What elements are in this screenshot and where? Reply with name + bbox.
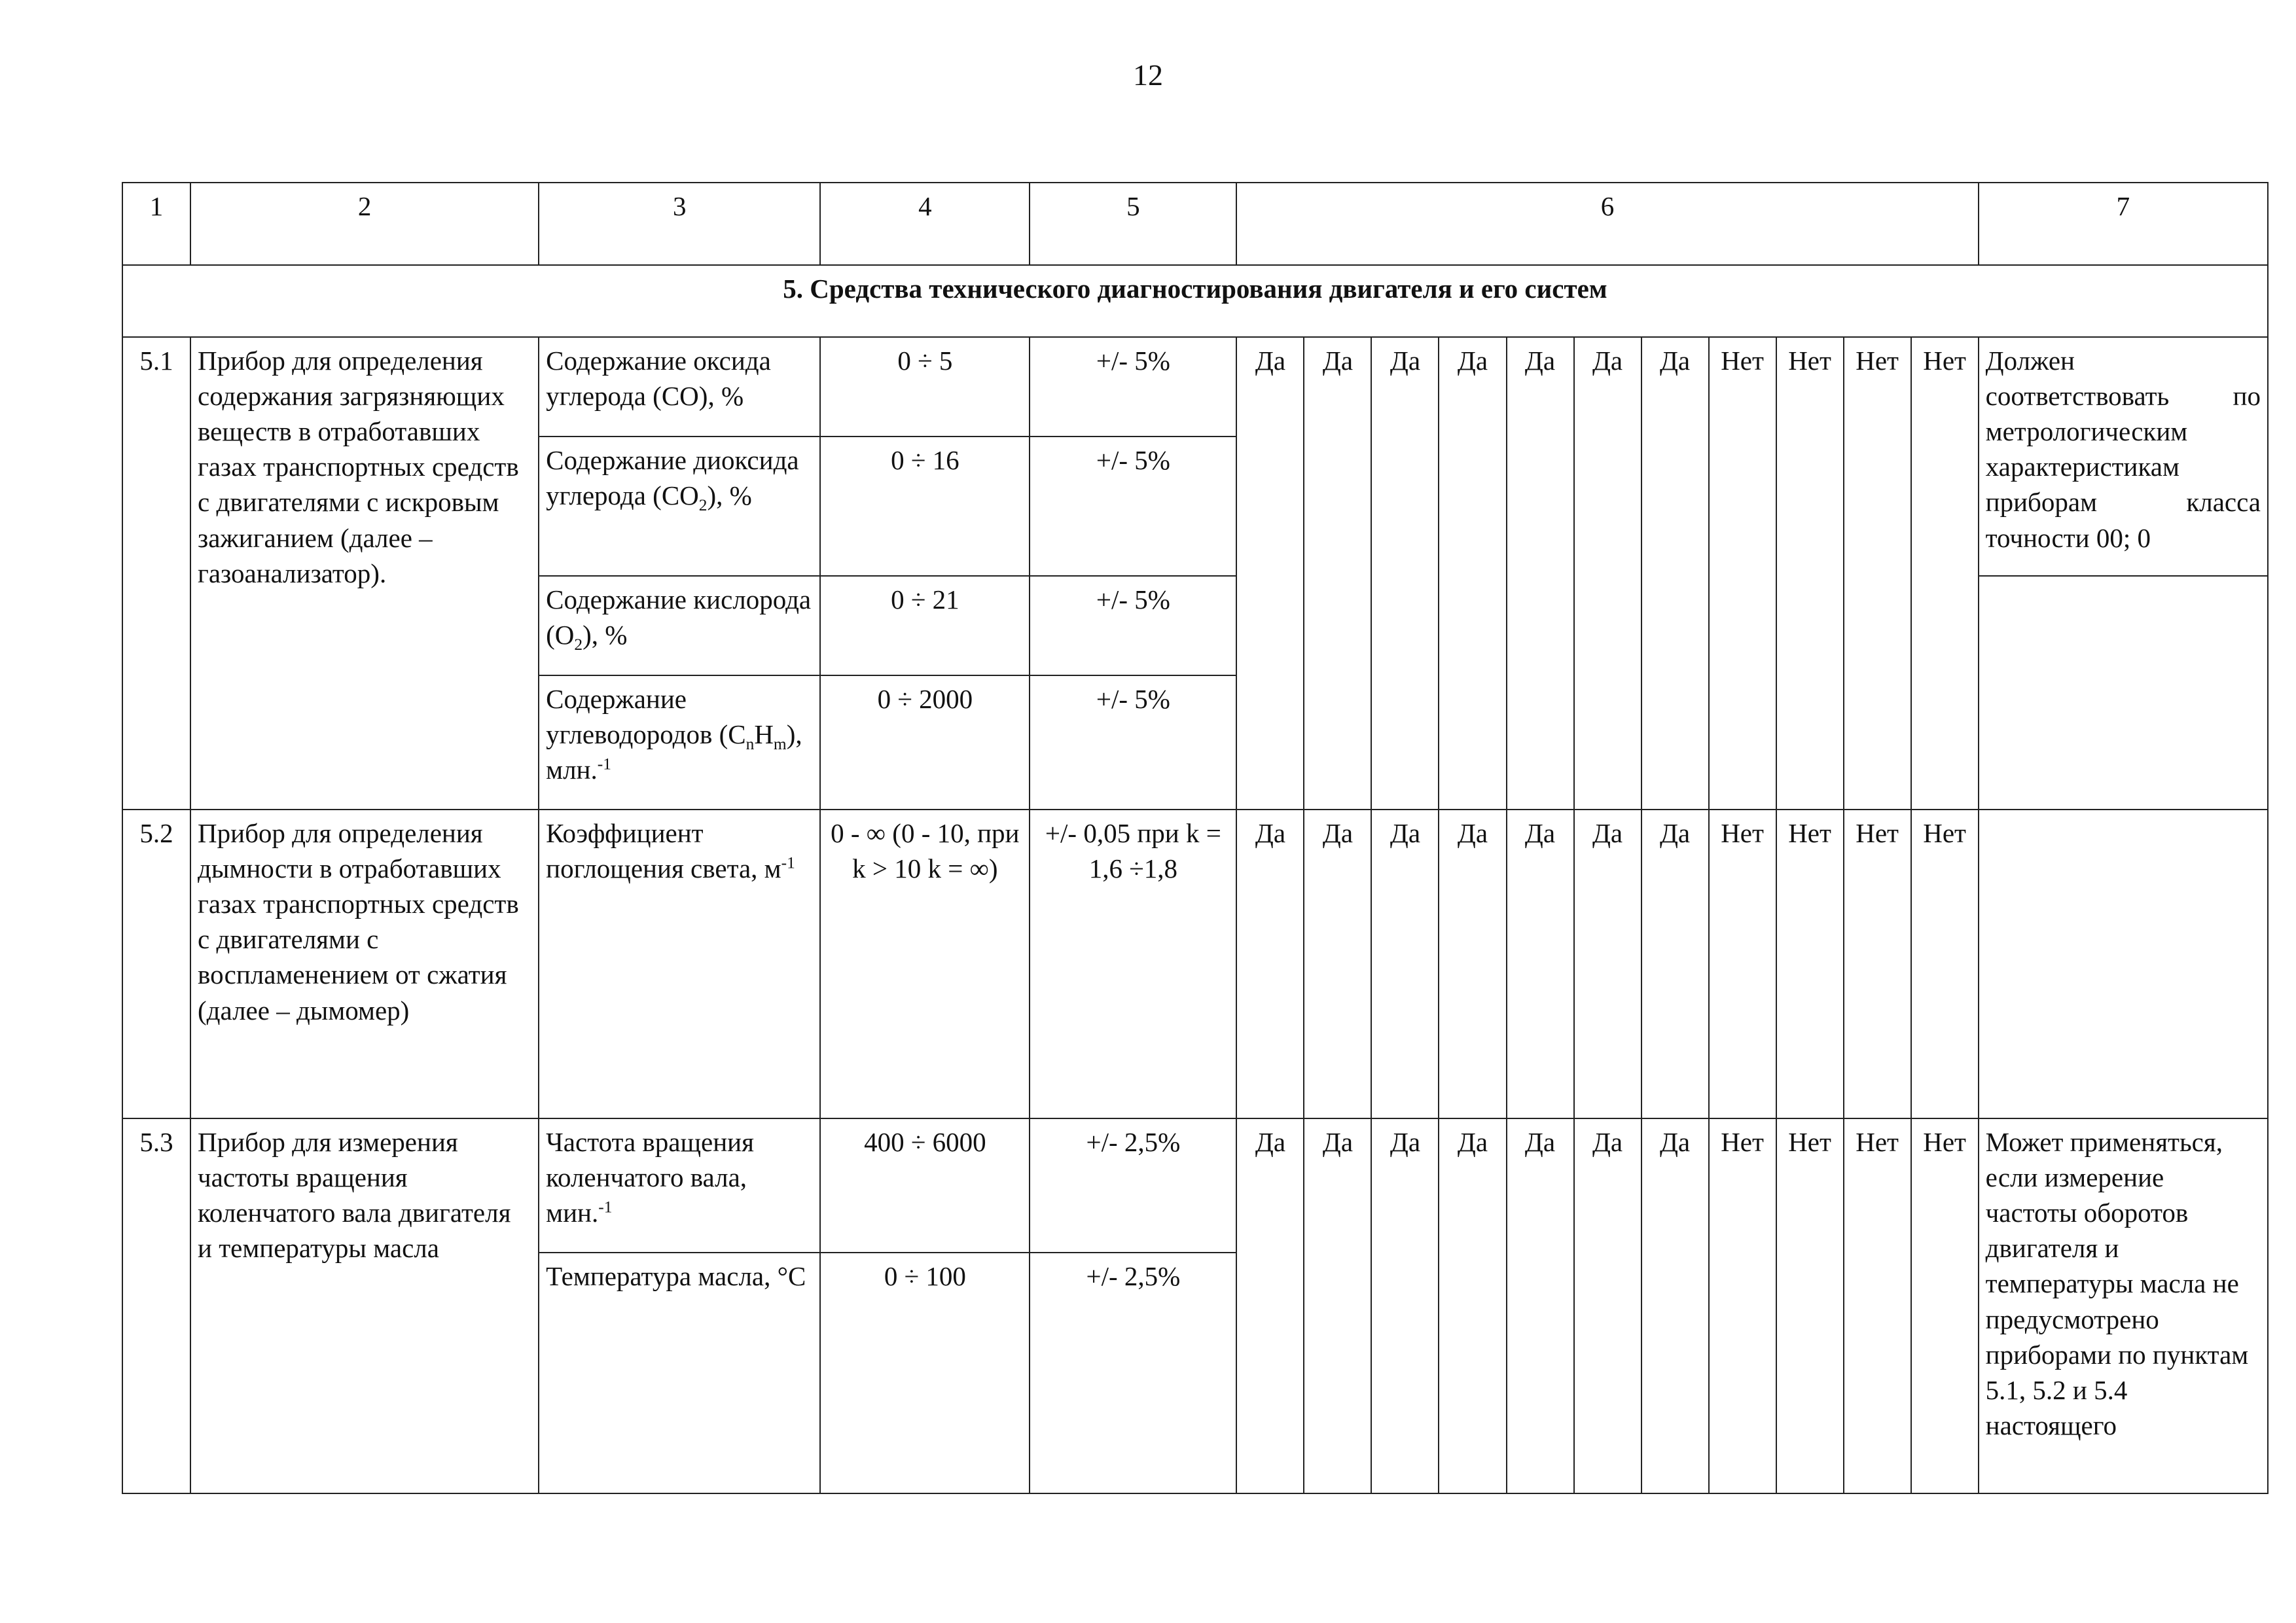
row-id: 5.1 — [122, 337, 190, 810]
column-number-row — [122, 183, 2268, 265]
note: Должен соответствовать по метрологическим характеристикам приборам класса точности 00; 0 — [1979, 337, 2268, 576]
note-empty — [1979, 576, 2268, 810]
flag-cell: Да — [1236, 337, 1304, 810]
flag-cell: Да — [1371, 337, 1439, 810]
flag-cell: Да — [1574, 337, 1641, 810]
flag-cell: Да — [1439, 810, 1506, 1118]
flag-cell: Да — [1304, 337, 1371, 810]
measurement-range: 0 ÷ 16 — [820, 437, 1030, 576]
flag-cell: Да — [1439, 337, 1506, 810]
parameter-label: Содержание углеводородов $(C_nH_m)$, млн.$^{-1}$ — [539, 675, 820, 810]
flag-cell: Нет — [1776, 337, 1844, 810]
flag-cell: Нет — [1709, 810, 1776, 1118]
flag-cell: Нет — [1844, 1118, 1911, 1493]
column-header-4: 4 — [820, 183, 1030, 265]
flag-cell: Да — [1507, 337, 1574, 810]
page-number: 12 — [1133, 58, 1163, 92]
note: Может применяться, если измерение частоты оборотов двигателя и температуры масла не предусмотрено приборами по пунктам 5.1, 5.2 и 5.4 настоящего — [1979, 1118, 2268, 1493]
table-row — [122, 810, 2268, 1118]
parameter-label: Частота вращения коленчатого вала, мин.$^{-1}$ — [539, 1118, 820, 1253]
parameter-label: Содержание кислорода $(O_2)$, % — [539, 576, 820, 675]
column-header-5: 5 — [1030, 183, 1236, 265]
flag-cell: Да — [1304, 810, 1371, 1118]
flag-cell: Нет — [1709, 337, 1776, 810]
equipment-table — [122, 182, 2269, 1494]
row-id: 5.2 — [122, 810, 190, 1118]
measurement-range: 0 ÷ 5 — [820, 337, 1030, 437]
flag-cell: Да — [1574, 810, 1641, 1118]
flag-cell: Да — [1641, 810, 1709, 1118]
device-name: Прибор для определения дымности в отработавших газах транспортных средств с двигателями с воспламенением от сжатия (далее – дымомер) — [190, 810, 539, 1118]
device-name: Прибор для измерения частоты вращения коленчатого вала двигателя и температуры масла — [190, 1118, 539, 1493]
flag-cell: Да — [1236, 810, 1304, 1118]
flag-cell: Да — [1507, 810, 1574, 1118]
column-header-1: 1 — [122, 183, 190, 265]
measurement-range: 400 ÷ 6000 — [820, 1118, 1030, 1253]
column-header-7: 7 — [1979, 183, 2268, 265]
note — [1979, 810, 2268, 1118]
flag-cell: Да — [1507, 1118, 1574, 1493]
flag-cell: Да — [1439, 1118, 1506, 1493]
measurement-range: 0 - ∞ (0 - 10, при k > 10 k = ∞) — [820, 810, 1030, 1118]
flag-cell: Нет — [1844, 337, 1911, 810]
flag-cell: Да — [1371, 1118, 1439, 1493]
column-header-3: 3 — [539, 183, 820, 265]
device-name: Прибор для определения содержания загрязняющих веществ в отработавших газах транспортных средств с двигателями с искровым зажиганием (далее – газоанализатор). — [190, 337, 539, 810]
flag-cell: Да — [1574, 1118, 1641, 1493]
parameter-label: Содержание диоксида углерода $(CO_2)$, % — [539, 437, 820, 576]
accuracy: +/- 5% — [1030, 576, 1236, 675]
flag-cell: Нет — [1911, 337, 1979, 810]
accuracy: +/- 0,05 при k = 1,6 ÷1,8 — [1030, 810, 1236, 1118]
accuracy: +/- 2,5% — [1030, 1118, 1236, 1253]
accuracy: +/- 5% — [1030, 675, 1236, 810]
flag-cell: Да — [1641, 337, 1709, 810]
flag-cell: Да — [1641, 1118, 1709, 1493]
accuracy: +/- 5% — [1030, 437, 1236, 576]
table-row — [122, 1118, 2268, 1253]
flag-cell: Нет — [1776, 810, 1844, 1118]
flag-cell: Нет — [1709, 1118, 1776, 1493]
flag-cell: Да — [1304, 1118, 1371, 1493]
flag-cell: Нет — [1911, 810, 1979, 1118]
flag-cell: Нет — [1776, 1118, 1844, 1493]
accuracy: +/- 2,5% — [1030, 1253, 1236, 1493]
parameter-label: Температура масла, °C — [539, 1253, 820, 1493]
measurement-range: 0 ÷ 100 — [820, 1253, 1030, 1493]
section-title: 5. Средства технического диагностирования двигателя и его систем — [122, 265, 2268, 337]
table-row — [122, 337, 2268, 437]
flag-cell: Нет — [1844, 810, 1911, 1118]
parameter-label: Коэффициент поглощения света, $м^{-1}$ — [539, 810, 820, 1118]
column-header-6: 6 — [1236, 183, 1978, 265]
accuracy: +/- 5% — [1030, 337, 1236, 437]
flag-cell: Нет — [1911, 1118, 1979, 1493]
parameter-label: Содержание оксида углерода (CO), % — [539, 337, 820, 437]
measurement-range: 0 ÷ 2000 — [820, 675, 1030, 810]
measurement-range: 0 ÷ 21 — [820, 576, 1030, 675]
flag-cell: Да — [1236, 1118, 1304, 1493]
flag-cell: Да — [1371, 810, 1439, 1118]
section-row — [122, 265, 2268, 337]
column-header-2: 2 — [190, 183, 539, 265]
row-id: 5.3 — [122, 1118, 190, 1493]
